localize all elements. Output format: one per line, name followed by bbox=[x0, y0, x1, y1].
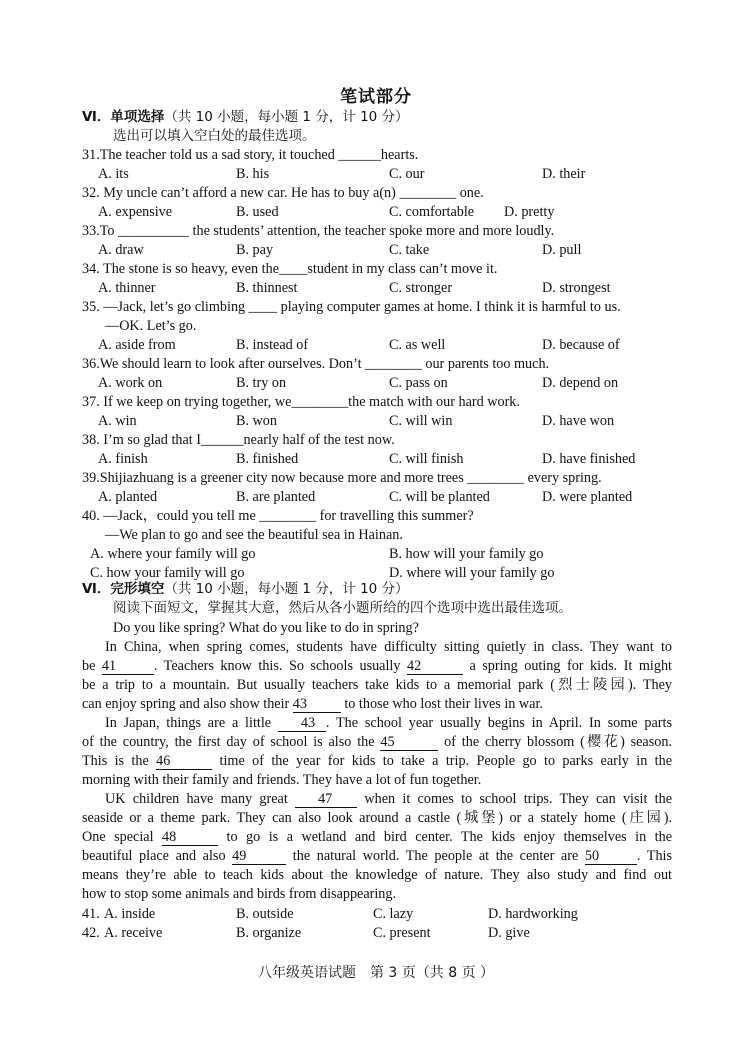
option: D. because of bbox=[542, 337, 620, 353]
passage-paragraph-1 bbox=[82, 638, 672, 714]
option: C. present bbox=[373, 925, 431, 941]
option: D. have finished bbox=[542, 451, 636, 467]
question-stem: 33.To __________ the students’ attention, the teacher spoke more and more loudly. bbox=[82, 223, 555, 239]
passage-line: can enjoy spring and also show their 43 to those who lost their lives in war. bbox=[82, 696, 543, 712]
question-stem: 36.We should learn to look after ourselves. Don’t ________ our parents too much. bbox=[82, 356, 550, 372]
section-7-instruction: 阅读下面短文，掌握其大意，然后从各小题所给的四个选项中选出最佳选项。 bbox=[113, 600, 572, 616]
option: D. give bbox=[488, 925, 530, 941]
option: A. finish bbox=[98, 451, 148, 467]
passage-line: In China, when spring comes, students have difficulty sitting quietly in class. They want to bbox=[105, 639, 672, 655]
option: D. where will your family go bbox=[389, 565, 555, 581]
option: D. have won bbox=[542, 413, 615, 429]
passage-line: beautiful place and also 49 the natural world. The people at the center are 50 . This bbox=[82, 848, 673, 864]
option: A. its bbox=[98, 166, 129, 182]
option: D. were planted bbox=[542, 489, 633, 505]
passage-line: seaside or a theme park. They can also look around a castle (城堡) or a stately home (庄园). bbox=[82, 810, 672, 826]
passage-line: means they’re able to teach kids about the knowledge of nature. They also study and find out bbox=[82, 867, 672, 883]
option: B. outside bbox=[236, 906, 294, 922]
section-6-note: （共 10 小题，每小题 1 分，计 10 分） bbox=[164, 109, 409, 125]
section-7-note: （共 10 小题，每小题 1 分，计 10 分） bbox=[164, 581, 409, 597]
cloze-blank: 50 bbox=[585, 849, 637, 865]
option: A. thinner bbox=[98, 280, 156, 296]
options-row bbox=[0, 279, 752, 297]
option: B. finished bbox=[236, 451, 299, 467]
options-row bbox=[0, 412, 752, 430]
option: C. our bbox=[389, 166, 425, 182]
passage-line: of the country, the first day of school is also the 45 of the cherry blossom (樱花) season. bbox=[82, 734, 672, 750]
option: A. expensive bbox=[98, 204, 173, 220]
option: B. pay bbox=[236, 242, 274, 258]
option: D. pull bbox=[542, 242, 582, 258]
passage-line: One special 48 to go is a wetland and bird center. The kids enjoy themselves in the bbox=[82, 829, 673, 845]
passage-paragraph-2 bbox=[82, 714, 672, 790]
section-6-label: Ⅵ．单项选择 bbox=[82, 109, 165, 125]
passage-line: be a trip to a mountain. But usually teachers take kids to a memorial park (烈士陵园). They bbox=[82, 677, 672, 693]
cloze-blank: 41 bbox=[102, 659, 154, 675]
option: B. try on bbox=[236, 375, 287, 391]
cloze-blank: 46 bbox=[156, 754, 212, 770]
option: D. depend on bbox=[542, 375, 619, 391]
cloze-blank: 47 bbox=[295, 792, 357, 808]
option: C. will be planted bbox=[389, 489, 490, 505]
cloze-number: 42. bbox=[82, 925, 100, 941]
option: A. win bbox=[98, 413, 137, 429]
option: B. used bbox=[236, 204, 279, 220]
page-title: 笔试部分 bbox=[340, 87, 412, 107]
option: A. inside bbox=[104, 906, 156, 922]
option: C. stronger bbox=[389, 280, 453, 296]
options-row bbox=[0, 336, 752, 354]
options-row bbox=[0, 488, 752, 506]
option: B. his bbox=[236, 166, 270, 182]
option: D. strongest bbox=[542, 280, 611, 296]
question-stem: 32. My uncle can’t afford a new car. He has to buy a(n) ________ one. bbox=[82, 185, 484, 201]
question-stem-reply: —OK. Let’s go. bbox=[105, 318, 197, 334]
question-stem: 39.Shijiazhuang is a greener city now because more and more trees ________ every spring. bbox=[82, 470, 602, 486]
option: A. where your family will go bbox=[90, 546, 256, 562]
question-stem: 35. —Jack, let’s go climbing ____ playing computer games at home. I think it is harmful to us. bbox=[82, 299, 621, 315]
option: A. receive bbox=[104, 925, 163, 941]
option: B. thinnest bbox=[236, 280, 298, 296]
cloze-blank: 42 bbox=[407, 659, 463, 675]
section-6-heading bbox=[82, 108, 409, 126]
option: B. organize bbox=[236, 925, 302, 941]
option: C. will finish bbox=[389, 451, 464, 467]
question-stem: 38. I’m so glad that I______nearly half of the test now. bbox=[82, 432, 395, 448]
option: D. pretty bbox=[504, 204, 555, 220]
option: B. how will your family go bbox=[389, 546, 544, 562]
option: A. aside from bbox=[98, 337, 176, 353]
option: C. as well bbox=[389, 337, 446, 353]
options-row bbox=[0, 165, 752, 183]
option: A. planted bbox=[98, 489, 158, 505]
options-row bbox=[0, 450, 752, 468]
option: B. are planted bbox=[236, 489, 316, 505]
cloze-number: 41. bbox=[82, 906, 100, 922]
option: C. lazy bbox=[373, 906, 414, 922]
option: B. won bbox=[236, 413, 277, 429]
passage-line: be 41 . Teachers know this. So schools usually 42 a spring outing for kids. It might bbox=[82, 658, 672, 674]
section-6-instruction: 选出可以填入空白处的最佳选项。 bbox=[113, 128, 316, 144]
option: C. will win bbox=[389, 413, 453, 429]
option: D. their bbox=[542, 166, 586, 182]
section-7-heading bbox=[82, 580, 409, 598]
passage-line: This is the 46 time of the year for kids to take a trip. People go to parks early in the bbox=[82, 753, 672, 769]
passage-line: UK children have many great 47 when it comes to school trips. They can visit the bbox=[105, 791, 673, 807]
option: B. instead of bbox=[236, 337, 309, 353]
cloze-blank: 43 bbox=[293, 697, 341, 713]
cloze-blank: 49 bbox=[232, 849, 286, 865]
cloze-blank: 48 bbox=[162, 830, 218, 846]
option: D. hardworking bbox=[488, 906, 578, 922]
section-7-label: Ⅵ．完形填空 bbox=[82, 581, 165, 597]
cloze-options-row bbox=[0, 924, 752, 942]
question-stem: 40. —Jack，could you tell me ________ for travelling this summer? bbox=[82, 508, 474, 524]
cloze-blank: 43 bbox=[278, 716, 326, 732]
passage-line: In Japan, things are a little 43 . The school year usually begins in April. In some parts bbox=[105, 715, 672, 731]
question-stem-reply: —We plan to go and see the beautiful sea in Hainan. bbox=[105, 527, 403, 543]
option: C. take bbox=[389, 242, 430, 258]
options-row bbox=[0, 374, 752, 392]
options-row bbox=[0, 545, 752, 563]
options-row bbox=[0, 241, 752, 259]
option: C. comfortable bbox=[389, 204, 475, 220]
passage-paragraph-3 bbox=[82, 790, 672, 904]
passage-intro: Do you like spring? What do you like to do in spring? bbox=[113, 620, 419, 636]
option: A. work on bbox=[98, 375, 163, 391]
passage-line: how to stop some animals and birds from disappearing. bbox=[82, 886, 397, 902]
option: A. draw bbox=[98, 242, 144, 258]
option: C. how your family will go bbox=[90, 565, 245, 581]
cloze-options-row bbox=[0, 905, 752, 923]
page-footer: 八年级英语试题 第 3 页（共 8 页 ） bbox=[257, 965, 495, 981]
question-stem: 31.The teacher told us a sad story, it touched ______hearts. bbox=[82, 147, 419, 163]
question-stem: 37. If we keep on trying together, we________the match with our hard work. bbox=[82, 394, 520, 410]
passage-line: morning with their family and friends. They have a lot of fun together. bbox=[82, 772, 482, 788]
option: C. pass on bbox=[389, 375, 448, 391]
question-stem: 34. The stone is so heavy, even the____student in my class can’t move it. bbox=[82, 261, 498, 277]
cloze-blank: 45 bbox=[380, 735, 438, 751]
options-row bbox=[0, 203, 752, 221]
